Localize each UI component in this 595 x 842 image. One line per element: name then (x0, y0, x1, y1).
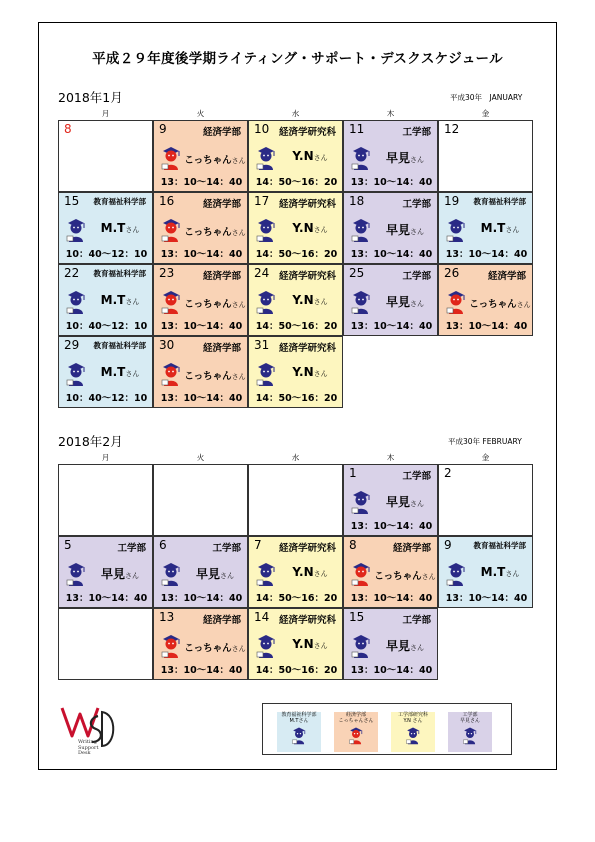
session-time: 10：40〜12：10 (65, 321, 148, 332)
weekday-label: 火 (196, 453, 205, 462)
student-avatar-icon (65, 289, 87, 315)
department-label: 工学部 (402, 471, 431, 482)
staff-name (184, 640, 246, 654)
staff-name (184, 296, 246, 310)
honorific-suffix: さん (231, 157, 246, 165)
department-label: 教育福祉科学部 (93, 269, 146, 278)
honorific-suffix: さん (313, 370, 328, 378)
calendar-day-cell (248, 608, 343, 680)
calendar-day-cell (438, 464, 533, 536)
honorific-suffix: さん (220, 572, 234, 580)
honorific-suffix: さん (313, 570, 328, 578)
staff-name (279, 565, 341, 579)
weekday-label: 水 (291, 109, 300, 118)
calendar-day-cell (153, 120, 248, 192)
calendar-day-cell (153, 608, 248, 680)
legend-avatar-icon (277, 726, 321, 745)
calendar-day-cell (153, 464, 248, 536)
honorific-suffix: さん (410, 156, 424, 164)
february-era-label: 平成30年 FEBRUARY (448, 437, 522, 446)
session-time: 14：50〜16：20 (255, 321, 338, 332)
department-label: 工学部 (402, 127, 431, 138)
day-number: 10 (254, 122, 270, 136)
honorific-suffix: さん (516, 301, 531, 309)
legend-name: こっちゃんさん (338, 718, 374, 724)
day-number: 2 (444, 466, 452, 480)
day-number: 12 (444, 122, 460, 136)
calendar-day-cell (153, 536, 248, 608)
staff-name-text: こっちゃん (374, 571, 422, 582)
staff-name-text: Y.N (292, 293, 314, 307)
calendar-day-cell (58, 536, 153, 608)
staff-name-text: M.T (480, 565, 506, 579)
logo-line-2: Support (78, 744, 99, 751)
session-time: 13：10〜14：40 (160, 249, 243, 260)
student-avatar-icon (65, 561, 87, 587)
honorific-suffix: さん (410, 228, 424, 236)
day-number: 19 (444, 194, 460, 208)
staff-name (374, 149, 436, 166)
student-avatar-icon (65, 217, 87, 243)
legend-department: 工学部研究科 (397, 712, 428, 718)
staff-name-text: こっちゃん (184, 155, 232, 166)
day-number: 15 (349, 610, 365, 624)
day-number: 29 (64, 338, 80, 352)
staff-name-text: Y.N (292, 149, 314, 163)
calendar-day-cell (153, 264, 248, 336)
day-number: 31 (254, 338, 270, 352)
student-avatar-icon (445, 289, 467, 315)
staff-name-text: こっちゃん (184, 643, 232, 654)
student-avatar-icon (350, 289, 372, 315)
staff-name (374, 221, 436, 238)
day-number: 8 (349, 538, 357, 552)
department-label: 教育福祉科学部 (93, 197, 146, 206)
honorific-suffix: さん (125, 298, 140, 306)
staff-name (279, 365, 341, 379)
staff-name-text: Y.N (292, 365, 314, 379)
calendar-day-cell (343, 120, 438, 192)
department-label: 教育福祉科学部 (473, 541, 526, 550)
staff-name-text: Y.N (292, 565, 314, 579)
department-label: 経済学部 (392, 543, 431, 554)
student-avatar-icon (350, 145, 372, 171)
staff-name (374, 293, 436, 310)
student-avatar-icon (445, 561, 467, 587)
session-time: 13：10〜14：40 (350, 249, 433, 260)
logo-line-3: Desk (78, 750, 91, 756)
student-avatar-icon (255, 633, 277, 659)
department-label: 工学部 (402, 271, 431, 282)
department-label: 経済学研究科 (278, 271, 336, 282)
staff-name-text: M.T (100, 365, 126, 379)
page-title: 平成２９年度後学期ライティング・サポート・デスクスケジュール (92, 51, 503, 67)
staff-name (89, 221, 151, 235)
department-label: 経済学部 (202, 271, 241, 282)
staff-name (279, 637, 341, 651)
staff-name-text: こっちゃん (469, 299, 517, 310)
staff-name-text: こっちゃん (184, 227, 232, 238)
staff-name-text: 早見 (385, 151, 410, 165)
honorific-suffix: さん (410, 644, 424, 652)
staff-name (469, 565, 531, 579)
day-number: 8 (64, 122, 72, 136)
day-number: 13 (159, 610, 175, 624)
staff-name-text: 早見 (385, 223, 410, 237)
session-time: 13：10〜14：40 (160, 177, 243, 188)
legend-department: 工学部 (462, 712, 478, 718)
honorific-suffix: さん (231, 301, 246, 309)
student-avatar-icon (65, 361, 87, 387)
honorific-suffix: さん (125, 370, 140, 378)
staff-name (184, 152, 246, 166)
february-label: 2018年2月 (58, 434, 123, 449)
session-time: 13：10〜14：40 (160, 321, 243, 332)
weekday-label: 水 (291, 453, 300, 462)
department-label: 経済学部 (202, 199, 241, 210)
calendar-day-cell (248, 192, 343, 264)
honorific-suffix: さん (410, 300, 424, 308)
student-avatar-icon (350, 561, 372, 587)
department-label: 経済学研究科 (278, 543, 336, 554)
day-number: 9 (159, 122, 167, 136)
student-avatar-icon (350, 489, 372, 515)
staff-name (374, 493, 436, 510)
weekday-label: 金 (481, 109, 490, 118)
student-avatar-icon (160, 145, 182, 171)
legend-item (334, 712, 378, 752)
calendar-day-cell (438, 264, 533, 336)
weekday-label: 月 (101, 453, 110, 462)
student-avatar-icon (255, 361, 277, 387)
department-label: 教育福祉科学部 (473, 197, 526, 206)
session-time: 14：50〜16：20 (255, 177, 338, 188)
department-label: 経済学部 (202, 127, 241, 138)
legend-item (277, 712, 321, 752)
day-number: 23 (159, 266, 175, 280)
day-number: 22 (64, 266, 80, 280)
weekday-label: 木 (386, 453, 395, 462)
calendar-day-cell (153, 336, 248, 408)
department-label: 経済学研究科 (278, 127, 336, 138)
legend-avatar-icon (448, 726, 492, 745)
department-label: 経済学研究科 (278, 615, 336, 626)
weekday-label: 木 (386, 109, 395, 118)
session-time: 13：10〜14：40 (350, 521, 433, 532)
calendar-day-cell (58, 464, 153, 536)
calendar-day-cell (58, 608, 153, 680)
session-time: 13：10〜14：40 (445, 321, 528, 332)
session-time: 10：40〜12：10 (65, 249, 148, 260)
session-time: 13：10〜14：40 (350, 177, 433, 188)
calendar-day-cell (248, 464, 343, 536)
legend-name: Y.N さん (403, 718, 423, 724)
honorific-suffix: さん (231, 645, 246, 653)
calendar-day-cell (248, 336, 343, 408)
honorific-suffix: さん (505, 570, 520, 578)
staff-name-text: 早見 (100, 567, 125, 581)
student-avatar-icon (255, 289, 277, 315)
staff-name-text: 早見 (385, 639, 410, 653)
calendar-day-cell (343, 608, 438, 680)
honorific-suffix: さん (125, 226, 140, 234)
honorific-suffix: さん (313, 226, 328, 234)
staff-name (469, 221, 531, 235)
legend-name: M.Tさん (289, 718, 309, 724)
legend-name: 早見さん (459, 718, 480, 724)
staff-name (374, 637, 436, 654)
honorific-suffix: さん (231, 229, 246, 237)
session-time: 13：10〜14：40 (350, 321, 433, 332)
session-time: 13：10〜14：40 (445, 593, 528, 604)
department-label: 経済学研究科 (278, 343, 336, 354)
calendar-day-cell (153, 192, 248, 264)
logo-text (78, 740, 98, 757)
calendar-day-cell (438, 120, 533, 192)
january-era-label: 平成30年 JANUARY (450, 93, 523, 102)
staff-name-text: こっちゃん (184, 299, 232, 310)
staff-name-text: Y.N (292, 637, 314, 651)
staff-name-text: Y.N (292, 221, 314, 235)
calendar-day-cell (58, 336, 153, 408)
staff-name (89, 565, 151, 582)
student-avatar-icon (160, 289, 182, 315)
weekday-label: 金 (481, 453, 490, 462)
session-time: 14：50〜16：20 (255, 393, 338, 404)
staff-name-text: M.T (100, 293, 126, 307)
day-number: 18 (349, 194, 365, 208)
session-time: 14：50〜16：20 (255, 665, 338, 676)
day-number: 17 (254, 194, 270, 208)
weekday-label: 火 (196, 109, 205, 118)
session-time: 13：10〜14：40 (160, 393, 243, 404)
staff-legend (262, 703, 512, 755)
day-number: 25 (349, 266, 365, 280)
staff-name-text: M.T (480, 221, 506, 235)
staff-name-text: M.T (100, 221, 126, 235)
calendar-day-cell (248, 264, 343, 336)
staff-name (279, 293, 341, 307)
staff-name (279, 221, 341, 235)
student-avatar-icon (160, 217, 182, 243)
honorific-suffix: さん (231, 373, 246, 381)
calendar-day-cell (248, 536, 343, 608)
day-number: 14 (254, 610, 270, 624)
day-number: 9 (444, 538, 452, 552)
staff-name (184, 368, 246, 382)
calendar-day-cell (58, 120, 153, 192)
logo-line-1: Writing (78, 739, 97, 745)
student-avatar-icon (160, 361, 182, 387)
session-time: 13：10〜14：40 (65, 593, 148, 604)
department-label: 経済学部 (202, 343, 241, 354)
student-avatar-icon (255, 145, 277, 171)
department-label: 教育福祉科学部 (93, 341, 146, 350)
day-number: 26 (444, 266, 460, 280)
calendar-day-cell (58, 264, 153, 336)
legend-avatar-icon (334, 726, 378, 745)
department-label: 工学部 (402, 199, 431, 210)
staff-name (184, 565, 246, 582)
legend-department: 教育福祉科学部 (281, 712, 317, 718)
staff-name (279, 149, 341, 163)
staff-name-text: こっちゃん (184, 371, 232, 382)
calendar-day-cell (343, 464, 438, 536)
student-avatar-icon (160, 633, 182, 659)
student-avatar-icon (445, 217, 467, 243)
day-number: 7 (254, 538, 262, 552)
day-number: 24 (254, 266, 270, 280)
staff-name-text: 早見 (195, 567, 220, 581)
honorific-suffix: さん (410, 500, 424, 508)
day-number: 16 (159, 194, 175, 208)
department-label: 経済学研究科 (278, 199, 336, 210)
calendar-day-cell (343, 264, 438, 336)
student-avatar-icon (255, 217, 277, 243)
january-label: 2018年1月 (58, 90, 123, 105)
student-avatar-icon (350, 633, 372, 659)
department-label: 工学部 (402, 615, 431, 626)
department-label: 経済学部 (202, 615, 241, 626)
calendar-day-cell (438, 192, 533, 264)
student-avatar-icon (350, 217, 372, 243)
day-number: 30 (159, 338, 175, 352)
legend-item (448, 712, 492, 752)
session-time: 14：50〜16：20 (255, 593, 338, 604)
session-time: 13：10〜14：40 (160, 665, 243, 676)
department-label: 工学部 (117, 543, 146, 554)
session-time: 14：50〜16：20 (255, 249, 338, 260)
honorific-suffix: さん (421, 573, 436, 581)
session-time: 13：10〜14：40 (350, 593, 433, 604)
day-number: 1 (349, 466, 357, 480)
session-time: 13：10〜14：40 (445, 249, 528, 260)
legend-item (391, 712, 435, 752)
department-label: 経済学部 (487, 271, 526, 282)
day-number: 15 (64, 194, 80, 208)
day-number: 6 (159, 538, 167, 552)
day-number: 5 (64, 538, 72, 552)
legend-avatar-icon (391, 726, 435, 745)
staff-name (89, 293, 151, 307)
honorific-suffix: さん (125, 572, 139, 580)
calendar-day-cell (343, 192, 438, 264)
department-label: 工学部 (212, 543, 241, 554)
calendar-day-cell (438, 536, 533, 608)
honorific-suffix: さん (313, 298, 328, 306)
session-time: 13：10〜14：40 (160, 593, 243, 604)
session-time: 13：10〜14：40 (350, 665, 433, 676)
calendar-day-cell (248, 120, 343, 192)
student-avatar-icon (255, 561, 277, 587)
honorific-suffix: さん (505, 226, 520, 234)
honorific-suffix: さん (313, 642, 328, 650)
day-number: 11 (349, 122, 365, 136)
staff-name (184, 224, 246, 238)
staff-name (89, 365, 151, 379)
honorific-suffix: さん (313, 154, 328, 162)
staff-name (374, 568, 436, 582)
staff-name-text: 早見 (385, 495, 410, 509)
staff-name (469, 296, 531, 310)
weekday-label: 月 (101, 109, 110, 118)
calendar-day-cell (58, 192, 153, 264)
calendar-day-cell (343, 536, 438, 608)
legend-department: 経済学部 (345, 712, 366, 718)
session-time: 10：40〜12：10 (65, 393, 148, 404)
staff-name-text: 早見 (385, 295, 410, 309)
student-avatar-icon (160, 561, 182, 587)
